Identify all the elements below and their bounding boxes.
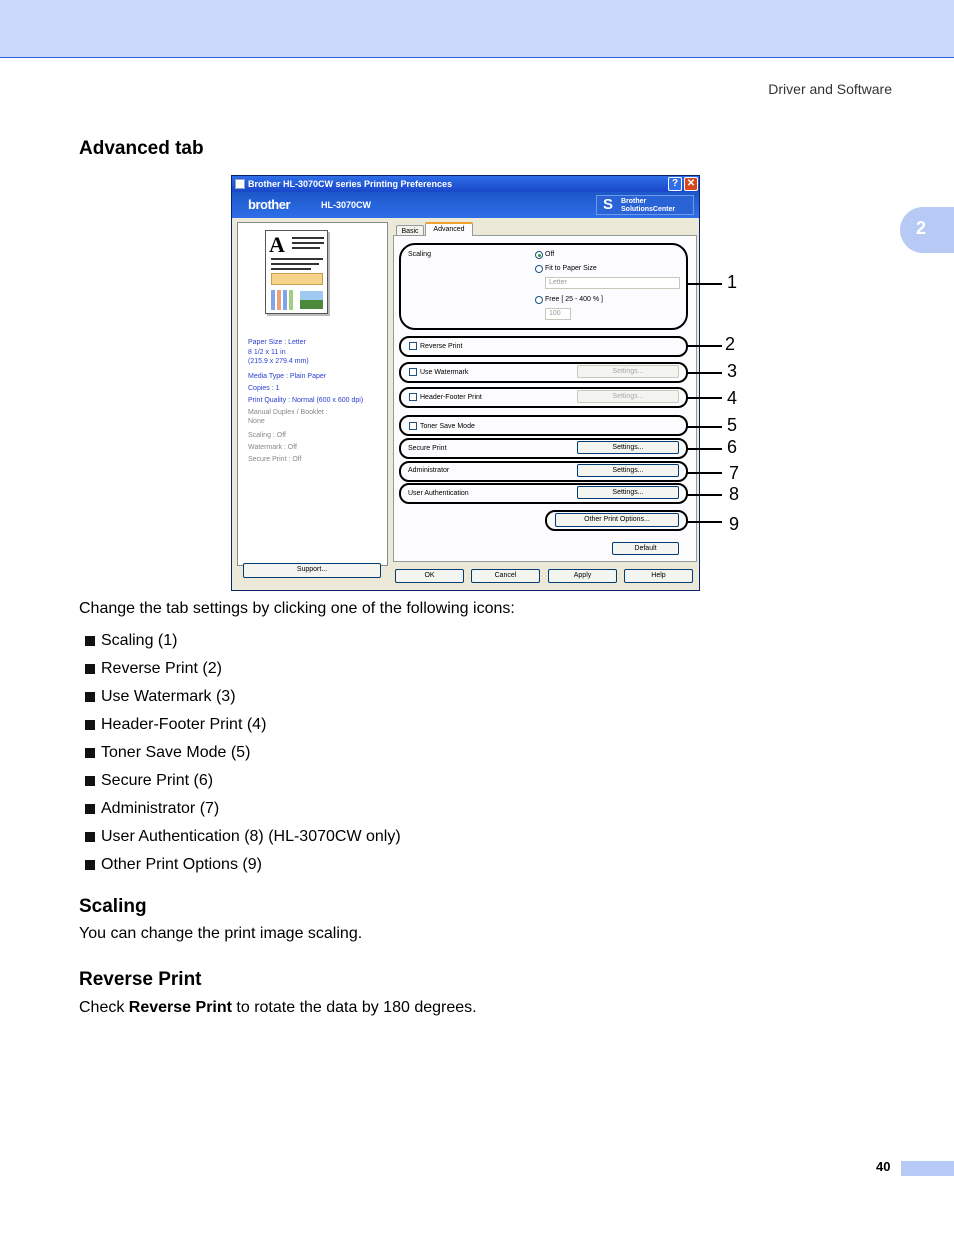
info-duplex-value: None bbox=[248, 418, 265, 425]
printing-preferences-dialog bbox=[231, 175, 700, 591]
callout-line-8 bbox=[687, 494, 722, 496]
support-button[interactable]: Support... bbox=[243, 563, 381, 578]
preview-chart-icon bbox=[271, 290, 296, 310]
list-item: Toner Save Mode (5) bbox=[85, 739, 685, 767]
list-item: Use Watermark (3) bbox=[85, 683, 685, 711]
bullet-icon bbox=[85, 664, 95, 674]
bullet-icon bbox=[85, 636, 95, 646]
list-item: Header-Footer Print (4) bbox=[85, 711, 685, 739]
info-scaling: Scaling : Off bbox=[248, 432, 287, 439]
callout-oval-7 bbox=[399, 461, 688, 482]
help-button[interactable]: Help bbox=[624, 569, 693, 583]
secure-print-settings-button[interactable]: Settings... bbox=[577, 441, 679, 454]
callout-line-7 bbox=[687, 472, 722, 474]
info-duplex: Manual Duplex / Booklet : bbox=[248, 409, 328, 416]
callout-number-1: 1 bbox=[727, 272, 738, 292]
bullet-icon bbox=[85, 692, 95, 702]
callout-line-6 bbox=[687, 448, 722, 450]
scaling-off-label: Off bbox=[545, 251, 555, 258]
paper-size-select[interactable]: Letter bbox=[545, 277, 680, 289]
info-media-type: Media Type : Plain Paper bbox=[248, 373, 327, 380]
page-preview bbox=[265, 230, 328, 314]
scaling-label: Scaling bbox=[408, 251, 431, 258]
callout-oval-5 bbox=[399, 415, 688, 436]
preview-letter-icon: A bbox=[269, 232, 285, 257]
user-auth-settings-button[interactable]: Settings... bbox=[577, 486, 679, 499]
callout-line-1 bbox=[687, 283, 722, 285]
solutions-center-icon: S bbox=[603, 196, 614, 213]
callout-oval-1 bbox=[399, 243, 688, 330]
footer-bar bbox=[901, 1161, 954, 1176]
printer-icon bbox=[235, 179, 245, 189]
close-icon[interactable]: ✕ bbox=[684, 177, 698, 191]
callout-number-5: 5 bbox=[727, 415, 738, 435]
chapter-tab bbox=[900, 207, 954, 253]
callout-line-3 bbox=[687, 372, 722, 374]
use-watermark-label: Use Watermark bbox=[420, 369, 469, 376]
callout-line-9 bbox=[687, 521, 722, 523]
section-title: Advanced tab bbox=[79, 138, 204, 159]
callout-number-6: 6 bbox=[727, 437, 738, 457]
tab-basic[interactable]: Basic bbox=[396, 225, 424, 238]
callout-line-2 bbox=[687, 345, 722, 347]
brand-banner bbox=[232, 192, 699, 218]
callout-number-8: 8 bbox=[729, 484, 740, 504]
header-footer-label: Header-Footer Print bbox=[420, 394, 482, 401]
running-header: Driver and Software bbox=[768, 81, 892, 97]
header-band bbox=[0, 0, 954, 58]
chapter-number: 2 bbox=[916, 218, 927, 238]
bullet-icon bbox=[85, 804, 95, 814]
list-item: Secure Print (6) bbox=[85, 767, 685, 795]
administrator-label: Administrator bbox=[408, 467, 450, 474]
callout-number-3: 3 bbox=[727, 361, 738, 381]
dialog-title: Brother HL-3070CW series Printing Preferences bbox=[248, 179, 453, 189]
free-scaling-label: Free [ 25 - 400 % ] bbox=[545, 296, 603, 303]
intro-text: Change the tab settings by clicking one of the following icons: bbox=[79, 600, 515, 617]
callout-oval-4 bbox=[399, 387, 688, 408]
list-item: Scaling (1) bbox=[85, 627, 685, 655]
info-paper-dims: 8 1/2 x 11 in bbox=[248, 349, 286, 356]
fit-to-paper-label: Fit to Paper Size bbox=[545, 265, 597, 272]
callout-number-2: 2 bbox=[725, 334, 736, 354]
list-item: Administrator (7) bbox=[85, 795, 685, 823]
bullet-icon bbox=[85, 748, 95, 758]
solutions-center-button[interactable]: S Brother SolutionsCenter bbox=[596, 195, 694, 215]
bullet-icon bbox=[85, 832, 95, 842]
reverse-print-heading: Reverse Print bbox=[79, 969, 202, 990]
scaling-heading: Scaling bbox=[79, 896, 147, 917]
secure-print-label: Secure Print bbox=[408, 445, 447, 452]
callout-number-9: 9 bbox=[729, 514, 740, 534]
free-scaling-input[interactable]: 100 bbox=[545, 308, 571, 320]
cancel-button[interactable]: Cancel bbox=[471, 569, 540, 583]
preview-table-icon bbox=[271, 273, 323, 285]
reverse-print-label: Reverse Print bbox=[420, 343, 463, 350]
callout-line-4 bbox=[687, 397, 722, 399]
toner-save-label: Toner Save Mode bbox=[420, 423, 475, 430]
ok-button[interactable]: OK bbox=[395, 569, 464, 583]
default-button[interactable]: Default bbox=[612, 542, 679, 555]
icon-list bbox=[85, 627, 685, 879]
info-secure-print: Secure Print : Off bbox=[248, 456, 302, 463]
callout-oval-8 bbox=[399, 483, 688, 504]
list-item: User Authentication (8) (HL-3070CW only) bbox=[85, 823, 685, 851]
preview-photo-icon bbox=[300, 291, 323, 309]
callout-oval-9 bbox=[545, 510, 688, 531]
callout-line-5 bbox=[687, 426, 722, 428]
callout-oval-2 bbox=[399, 336, 688, 357]
list-item: Reverse Print (2) bbox=[85, 655, 685, 683]
callout-oval-3 bbox=[399, 362, 688, 383]
brand-logo: brother bbox=[248, 197, 290, 212]
header-footer-settings-button[interactable]: Settings... bbox=[577, 390, 679, 403]
model-name: HL-3070CW bbox=[321, 200, 372, 210]
callout-number-7: 7 bbox=[729, 463, 740, 483]
administrator-settings-button[interactable]: Settings... bbox=[577, 464, 679, 477]
help-icon[interactable]: ? bbox=[668, 177, 682, 191]
user-auth-label: User Authentication bbox=[408, 490, 469, 497]
reverse-print-text: Check Reverse Print to rotate the data by 180 degrees. bbox=[79, 999, 477, 1016]
bullet-icon bbox=[85, 720, 95, 730]
watermark-settings-button[interactable]: Settings... bbox=[577, 365, 679, 378]
info-watermark: Watermark : Off bbox=[248, 444, 298, 451]
bullet-icon bbox=[85, 860, 95, 870]
scaling-text: You can change the print image scaling. bbox=[79, 925, 363, 942]
bullet-icon bbox=[85, 776, 95, 786]
info-paper-mm: (215.9 x 279.4 mm) bbox=[248, 358, 309, 365]
callout-number-4: 4 bbox=[727, 388, 738, 408]
info-copies: Copies : 1 bbox=[248, 385, 280, 392]
info-print-quality: Print Quality : Normal (600 x 600 dpi) bbox=[248, 397, 364, 404]
callout-oval-6 bbox=[399, 438, 688, 459]
other-print-options-button[interactable]: Other Print Options... bbox=[555, 513, 679, 527]
tab-advanced[interactable]: Advanced bbox=[425, 222, 473, 236]
page-number: 40 bbox=[876, 1159, 891, 1174]
list-item: Other Print Options (9) bbox=[85, 851, 685, 879]
apply-button[interactable]: Apply bbox=[548, 569, 617, 583]
dialog-titlebar bbox=[232, 176, 699, 192]
preview-pane bbox=[237, 222, 388, 566]
info-paper-size: Paper Size : Letter bbox=[248, 339, 306, 346]
